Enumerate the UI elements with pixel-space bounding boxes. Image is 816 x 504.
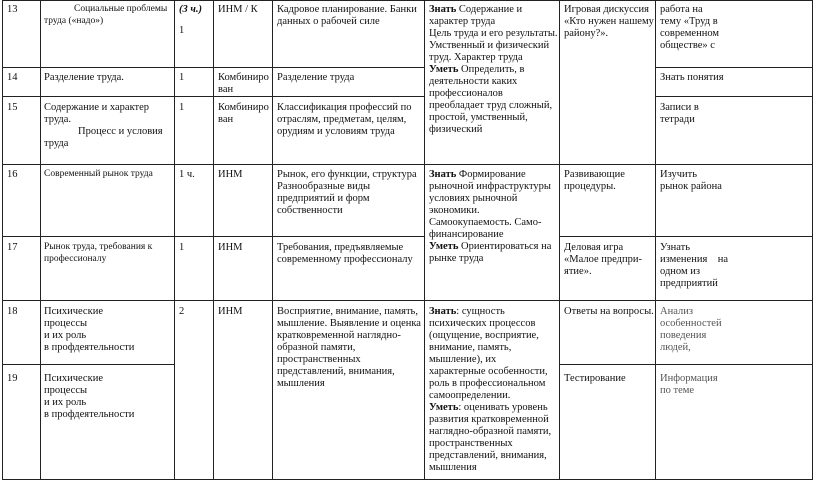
lesson-activity xyxy=(564,169,625,193)
topic-line: Психические xyxy=(44,306,103,317)
topic-line: и их роль xyxy=(44,397,87,408)
req-line: экономики. xyxy=(429,205,480,216)
row-number: 13 xyxy=(7,4,18,15)
table-border-right xyxy=(812,0,813,480)
lesson-topic xyxy=(44,242,152,265)
lesson-topic xyxy=(44,306,134,354)
homework-line: современном xyxy=(660,28,720,39)
homework-line: особенностей xyxy=(660,318,722,329)
req-line: рыночной инфраструктуры xyxy=(429,181,551,192)
lesson-content xyxy=(277,4,417,28)
lesson-hours: 1 xyxy=(179,102,185,113)
topic-line: Психические xyxy=(44,373,103,384)
lesson-topic xyxy=(44,4,167,27)
row-divider xyxy=(2,67,424,68)
req-line: финансирование xyxy=(429,229,504,240)
topic-line: Рынок труда, требования к xyxy=(44,242,153,252)
table-border-top xyxy=(2,0,813,1)
activity-line: району?». xyxy=(564,28,609,39)
table-col-divider xyxy=(424,0,425,480)
activity-line: «Малое предпри- xyxy=(564,254,642,265)
req-line: мышления xyxy=(429,462,477,473)
req-line: наглядно-образной памяти, xyxy=(429,426,552,437)
homework-line: работа на xyxy=(660,4,703,15)
content-line: Восприятие, внимание, память, xyxy=(277,306,418,317)
lesson-homework xyxy=(660,102,699,126)
table-col-divider xyxy=(559,0,560,480)
req-line: мышление), их xyxy=(429,354,497,365)
req-line: пространственных xyxy=(429,438,513,449)
req-line: профессионалов xyxy=(429,88,503,99)
lesson-activity: Тестирование xyxy=(564,373,626,384)
lesson-type xyxy=(218,102,269,126)
topic-line: труда («надо») xyxy=(44,15,104,26)
req-line: труд. Характер труда xyxy=(429,52,523,63)
req-line xyxy=(429,64,558,76)
homework-line: изменения на xyxy=(660,254,729,265)
lesson-content xyxy=(277,102,411,138)
lesson-topic xyxy=(44,373,134,421)
lesson-activity: Ответы на вопросы. xyxy=(564,306,654,317)
topic-line: Содержание и характер xyxy=(44,102,150,113)
topic-line: процессы xyxy=(44,385,88,396)
row-number: 17 xyxy=(7,242,18,253)
lesson-requirements xyxy=(429,4,558,136)
homework-line: Записи в xyxy=(660,102,699,113)
req-line: Самоокупаемость. Само- xyxy=(429,217,542,228)
lesson-type: ИНМ xyxy=(218,169,243,180)
req-line: деятельности каких xyxy=(429,76,518,87)
req-line: развития кратковременной xyxy=(429,414,549,425)
homework-line: обществе» с xyxy=(660,40,715,51)
lesson-homework xyxy=(660,169,722,193)
lesson-type: ИНМ xyxy=(218,306,243,317)
row-divider xyxy=(2,236,424,237)
homework-line: Узнать xyxy=(660,242,691,253)
topic-line: профессионалу xyxy=(44,253,107,264)
lesson-topic: Разделение труда. xyxy=(44,72,124,83)
lesson-hours: 2 xyxy=(179,306,185,317)
row-divider xyxy=(559,236,813,237)
content-line: Классификация профессий по xyxy=(277,102,412,113)
topic-line: в профдеятельности xyxy=(44,342,135,353)
lesson-homework xyxy=(660,242,728,290)
activity-line: Игровая дискуссия xyxy=(564,4,649,15)
lesson-homework xyxy=(660,4,719,52)
can-label: Уметь xyxy=(429,402,459,413)
lesson-homework xyxy=(660,373,718,397)
activity-line: Развивающие xyxy=(564,169,625,180)
homework-line: одном из xyxy=(660,266,700,277)
lesson-hours: 1 xyxy=(179,72,185,83)
lesson-type: ИНМ / К xyxy=(218,4,258,15)
type-line: ван xyxy=(218,84,234,95)
req-line: преобладает труд сложный, xyxy=(429,100,553,111)
req-line: психических процессов xyxy=(429,318,536,329)
topic-line: труда xyxy=(44,138,69,149)
row-number: 15 xyxy=(7,102,18,113)
content-line: Разнообразные виды xyxy=(277,181,371,192)
content-line: мышления xyxy=(277,378,325,389)
row-divider xyxy=(2,364,174,365)
type-line: ван xyxy=(218,114,234,125)
table-border-bottom xyxy=(2,479,813,480)
topic-line: процессы xyxy=(44,318,88,329)
row-divider xyxy=(655,67,813,68)
homework-line: поведения xyxy=(660,330,707,341)
req-line: представлений, внимания, xyxy=(429,450,547,461)
lesson-activity xyxy=(564,4,654,40)
lesson-hours xyxy=(179,4,202,37)
table-col-divider xyxy=(272,0,273,480)
req-text: Ориентироваться на xyxy=(461,241,552,252)
req-line: условиях рыночной xyxy=(429,193,518,204)
topic-line: труда. xyxy=(44,114,72,125)
row-divider xyxy=(2,300,813,301)
req-line: Умственный и физический xyxy=(429,40,550,51)
req-line xyxy=(429,306,551,318)
content-line: образной памяти, xyxy=(277,342,356,353)
row-number: 14 xyxy=(7,72,18,83)
know-label: Знать xyxy=(429,4,457,15)
homework-line: предприятий xyxy=(660,278,718,289)
homework-line: рынок района xyxy=(660,181,722,192)
topic-line: Социальные проблемы xyxy=(74,4,168,14)
topic-line: Процесс и условия xyxy=(78,126,163,137)
lesson-content xyxy=(277,306,421,390)
type-line: Комбиниро xyxy=(218,102,269,113)
content-line: представлений, внимания, xyxy=(277,366,395,377)
activity-line: ятие». xyxy=(564,266,592,277)
table-col-divider xyxy=(655,0,656,480)
homework-line: Анализ xyxy=(660,306,693,317)
req-line: роль в профессиональном xyxy=(429,378,546,389)
req-line: физический xyxy=(429,124,483,135)
type-line: Комбиниро xyxy=(218,72,269,83)
row-divider xyxy=(2,96,424,97)
content-line: собственности xyxy=(277,205,343,216)
know-label: Знать xyxy=(429,169,457,180)
activity-line: «Кто нужен нашему xyxy=(564,16,654,27)
table-col-divider xyxy=(174,0,175,480)
content-line: данных о рабочей силе xyxy=(277,16,380,27)
know-label: Знать xyxy=(429,306,457,317)
row-divider xyxy=(2,164,813,165)
lesson-homework: Знать понятия xyxy=(660,72,724,83)
content-line: Кадровое планирование. Банки xyxy=(277,4,417,15)
row-divider xyxy=(655,96,813,97)
req-line: самоопределении. xyxy=(429,390,511,401)
content-line: Рынок, его функции, структура xyxy=(277,169,417,180)
can-label: Уметь xyxy=(429,241,459,252)
lesson-type xyxy=(218,72,269,96)
req-text: : оценивать уровень xyxy=(458,402,548,413)
lesson-activity xyxy=(564,242,642,278)
content-line: кратковременной наглядно- xyxy=(277,330,401,341)
req-text: Содержание и xyxy=(458,4,523,15)
topic-line: и их роль xyxy=(44,330,87,341)
table-col-divider xyxy=(40,0,41,480)
content-line: Требования, предъявляемые xyxy=(277,242,404,253)
req-line: внимание, память, xyxy=(429,342,512,353)
req-line: простой, умственный, xyxy=(429,112,528,123)
row-number: 19 xyxy=(7,373,18,384)
req-line: (ощущение, восприятие, xyxy=(429,330,539,341)
topic-line: в профдеятельности xyxy=(44,409,135,420)
homework-line: Информация xyxy=(660,373,718,384)
activity-line: процедуры. xyxy=(564,181,616,192)
content-line: современному профессионалу xyxy=(277,254,413,265)
table-col-divider xyxy=(213,0,214,480)
req-text: : сущность xyxy=(456,306,505,317)
req-line xyxy=(429,169,551,181)
lesson-content xyxy=(277,242,413,266)
lesson-requirements xyxy=(429,169,551,265)
homework-line: Изучить xyxy=(660,169,698,180)
req-line xyxy=(429,402,551,414)
hours-value: (3 ч.) xyxy=(179,4,203,15)
activity-line: Деловая игра xyxy=(564,242,624,253)
content-line: пространственных xyxy=(277,354,361,365)
req-text: Определить, в xyxy=(461,64,525,75)
hours-sub: 1 xyxy=(179,25,185,36)
lesson-topic: Современный рынок труда xyxy=(44,169,153,179)
row-divider xyxy=(559,364,813,365)
req-line: рынке труда xyxy=(429,253,484,264)
table-border-left xyxy=(2,0,3,480)
row-number: 16 xyxy=(7,169,18,180)
req-line xyxy=(429,241,551,253)
homework-line: людей, xyxy=(660,342,691,353)
lesson-requirements xyxy=(429,306,551,474)
content-line: отраслям, предметам, целям, xyxy=(277,114,407,125)
lesson-content xyxy=(277,169,417,217)
lesson-hours: 1 ч. xyxy=(179,169,195,180)
lesson-topic xyxy=(44,102,163,150)
req-line xyxy=(429,4,558,16)
content-line: мышление. Выявление и оценка xyxy=(277,318,421,329)
lesson-type: ИНМ xyxy=(218,242,243,253)
homework-line: по теме xyxy=(660,385,695,396)
lesson-homework xyxy=(660,306,722,354)
content-line: орудиям и условиям труда xyxy=(277,126,395,137)
can-label: Уметь xyxy=(429,64,459,75)
req-text: Формирование xyxy=(458,169,526,180)
req-line: Цель труда и его результаты. xyxy=(429,28,558,39)
req-line: характерные особенности, xyxy=(429,366,548,377)
req-line: характер труда xyxy=(429,16,496,27)
lesson-hours: 1 xyxy=(179,242,185,253)
lesson-content: Разделение труда xyxy=(277,72,355,83)
homework-line: тему «Труд в xyxy=(660,16,718,27)
content-line: предприятий и форм xyxy=(277,193,370,204)
row-number: 18 xyxy=(7,306,18,317)
homework-line: тетради xyxy=(660,114,695,125)
